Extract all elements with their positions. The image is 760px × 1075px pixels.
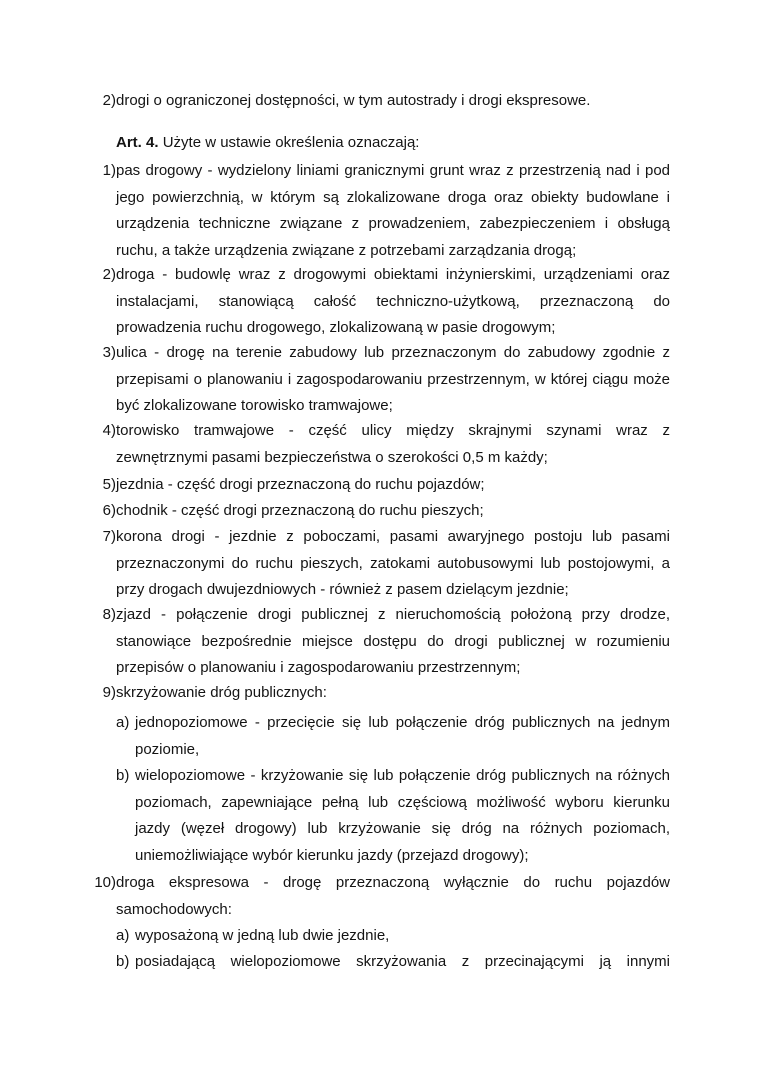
item-number: 5) bbox=[102, 476, 116, 493]
definition-item bbox=[90, 498, 670, 525]
item-number: 2) bbox=[102, 266, 116, 283]
sub-item-text: wyposażoną w jedną lub dwie jezdnie, bbox=[135, 927, 390, 944]
definition-item bbox=[90, 340, 670, 420]
previous-list-item bbox=[90, 88, 670, 115]
sub-item bbox=[116, 763, 670, 869]
item-text: ulica - drogę na terenie zabudowy lub przeznaczonym do zabudowy zgodnie z przepisami o planowaniu i zagospodarowaniu przestrzennym, w której ciągu może być zlokalizowane torowisko tramwajowe; bbox=[116, 344, 670, 414]
sub-item-letter: a) bbox=[116, 927, 130, 944]
item-number: 4) bbox=[102, 422, 116, 439]
definition-item bbox=[90, 472, 670, 499]
sub-item bbox=[116, 710, 670, 763]
item-text: torowisko tramwajowe - część ulicy między skrajnymi szynami wraz z zewnętrznymi pasami bezpieczeństwa o szerokości 0,5 m każdy; bbox=[116, 422, 670, 466]
item-text: zjazd - połączenie drogi publicznej z nieruchomością położoną przy drodze, stanowiące bezpośrednie miejsce dostępu do drogi publicznej w rozumieniu przepisów o planowaniu i zagospodarowaniu przestrzennym; bbox=[116, 606, 670, 676]
sub-item-text: jednopoziomowe - przecięcie się lub połączenie dróg publicznych na jednym poziomie, bbox=[135, 714, 670, 758]
sub-item bbox=[116, 923, 670, 950]
sub-item-text: posiadającą wielopoziomowe skrzyżowania z przecinającymi ją innymi bbox=[135, 953, 670, 970]
item-text: drogi o ograniczonej dostępności, w tym autostrady i drogi ekspresowe. bbox=[116, 92, 591, 109]
definition-item bbox=[90, 262, 670, 342]
item-text: pas drogowy - wydzielony liniami granicznymi grunt wraz z przestrzenią nad i pod jego powierzchnią, w którym są zlokalizowane droga oraz obiekty budowlane i urządzenia techniczne związane z prowadzeniem, zabezpieczeniem i obsługą ruchu, a także urządzenia związane z potrzebami zarządzania drogą; bbox=[116, 162, 670, 259]
item-text: droga - budowlę wraz z drogowymi obiektami inżynierskimi, urządzeniami oraz instalacjami, stanowiącą całość techniczno-użytkową, przeznaczoną do prowadzenia ruchu drogowego, zlokalizowaną w pasie drogowym; bbox=[116, 266, 670, 336]
item-text: chodnik - część drogi przeznaczoną do ruchu pieszych; bbox=[116, 502, 484, 519]
sub-item bbox=[116, 949, 670, 976]
item-text: droga ekspresowa - drogę przeznaczoną wyłącznie do ruchu pojazdów samochodowych: bbox=[116, 874, 670, 918]
item-number: 10) bbox=[94, 874, 116, 891]
sub-item-letter: b) bbox=[116, 953, 130, 970]
item-number: 8) bbox=[102, 606, 116, 623]
item-text: jezdnia - część drogi przeznaczoną do ruchu pojazdów; bbox=[116, 476, 485, 493]
item-number: 7) bbox=[102, 528, 116, 545]
definition-item bbox=[90, 418, 670, 471]
item-text: korona drogi - jezdnie z poboczami, pasami awaryjnego postoju lub pasami przeznaczonymi do ruchu pieszych, zatokami autobusowymi lub postojowymi, a przy drogach dwujezdniowych - również z pasem dzielącym jezdnie; bbox=[116, 528, 670, 598]
definition-item bbox=[90, 870, 670, 923]
article-heading bbox=[116, 130, 419, 157]
item-number: 3) bbox=[102, 344, 116, 361]
item-number: 9) bbox=[102, 684, 116, 701]
sub-item-letter: b) bbox=[116, 767, 130, 784]
sub-item-letter: a) bbox=[116, 714, 130, 731]
definition-item bbox=[90, 524, 670, 604]
article-label: Art. 4. bbox=[116, 134, 159, 151]
article-intro: Użyte w ustawie określenia oznaczają: bbox=[162, 134, 420, 151]
sub-item-text: wielopoziomowe - krzyżowanie się lub połączenie dróg publicznych na różnych poziomach, zapewniające pełną lub częściową możliwość wyboru kierunku jazdy (węzeł drogowy) lub krzyżowanie się dróg na różnych poziomach, uniemożliwiające wybór kierunku jazdy (przejazd drogowy); bbox=[135, 767, 670, 864]
item-number: 2) bbox=[102, 92, 116, 109]
definition-item bbox=[90, 680, 670, 707]
item-text: skrzyżowanie dróg publicznych: bbox=[116, 684, 327, 701]
definition-item bbox=[90, 158, 670, 264]
item-number: 6) bbox=[102, 502, 116, 519]
item-number: 1) bbox=[102, 162, 116, 179]
definition-item bbox=[90, 602, 670, 682]
